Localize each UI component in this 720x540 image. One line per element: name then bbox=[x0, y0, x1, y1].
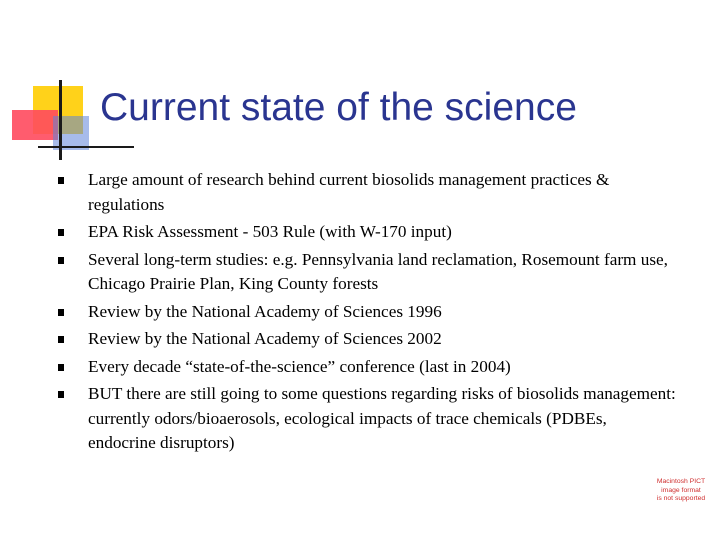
bullet-text: EPA Risk Assessment - 503 Rule (with W-170 input) bbox=[88, 222, 452, 241]
square-bullet-icon bbox=[58, 309, 64, 316]
list-item bbox=[58, 327, 678, 352]
slide-title: Current state of the science bbox=[100, 86, 577, 129]
square-bullet-icon bbox=[58, 364, 64, 371]
square-bullet-icon bbox=[58, 229, 64, 236]
bullet-text: Every decade “state-of-the-science” conference (last in 2004) bbox=[88, 356, 511, 376]
bullet-text: Review by the National Academy of Sciences 1996 bbox=[88, 301, 442, 321]
list-item bbox=[58, 382, 678, 456]
square-bullet-icon bbox=[58, 336, 64, 343]
bullet-text: Review by the National Academy of Sciences 2002 bbox=[88, 329, 442, 348]
list-item bbox=[58, 355, 678, 380]
list-item bbox=[58, 248, 678, 297]
horizontal-rule bbox=[38, 146, 134, 148]
list-item bbox=[58, 168, 678, 217]
square-bullet-icon bbox=[58, 391, 64, 398]
slide-logo-graphic bbox=[0, 0, 100, 170]
unsupported-image-placeholder bbox=[652, 478, 710, 512]
list-item bbox=[58, 300, 678, 325]
list-item bbox=[58, 220, 678, 245]
square-bullet-icon bbox=[58, 257, 64, 264]
square-bullet-icon bbox=[58, 177, 64, 184]
placeholder-line: image format bbox=[661, 486, 701, 494]
placeholder-line: Macintosh PICT bbox=[656, 478, 706, 485]
red-square bbox=[12, 110, 58, 140]
bullet-text: Large amount of research behind current biosolids management practices & regulations bbox=[88, 170, 610, 214]
bullet-text: BUT there are still going to some questions regarding risks of biosolids management: currently odors/bioaerosols, ecological impacts of trace chemicals (PDBEs, endocrine disruptors) bbox=[88, 384, 676, 452]
placeholder-line: is not supported bbox=[656, 495, 706, 503]
bullet-list bbox=[58, 168, 678, 459]
vertical-rule bbox=[59, 80, 62, 160]
bullet-text: Several long-term studies: e.g. Pennsylvania land reclamation, Rosemount farm use, Chicago Prairie Plan, King County forests bbox=[88, 249, 668, 293]
